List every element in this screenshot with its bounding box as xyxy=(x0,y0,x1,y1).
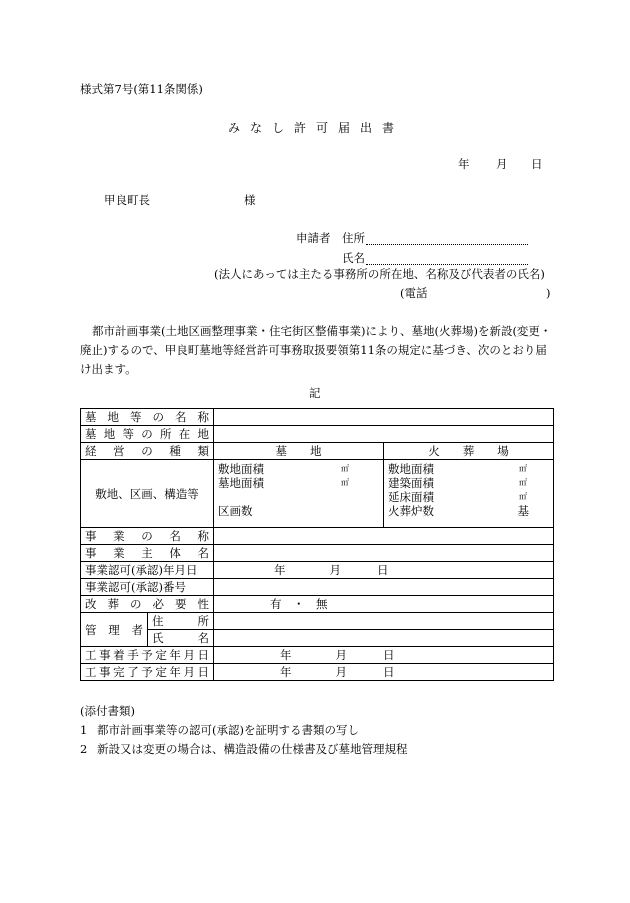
value-cemetery-location[interactable] xyxy=(214,426,554,443)
row-cemetery-name xyxy=(81,409,554,426)
crem-furnaces-label: 火葬炉数 xyxy=(388,504,434,518)
attachment-text-1: 都市計画事業等の認可(承認)を証明する書類の写し xyxy=(97,723,359,737)
value-cemetery-name[interactable] xyxy=(214,409,554,426)
row-start-date xyxy=(81,647,554,664)
value-manager-address[interactable] xyxy=(214,613,554,630)
name-line xyxy=(366,251,528,265)
addressee-name: 甲良町長 xyxy=(104,193,150,207)
label-end-date: 工 事 完 了 予 定 年 月 日 xyxy=(85,665,209,679)
row-cemetery-location xyxy=(81,426,554,443)
row-end-date xyxy=(81,664,554,681)
label-manager-address: 住 所 xyxy=(152,614,209,628)
addressee-honorific: 様 xyxy=(244,193,256,207)
crematorium-areas: 敷地面積 ㎡ 建築面積 ㎡ 延床面積 ㎡ 火葬炉数 基 xyxy=(384,460,554,528)
attachments-heading: (添付書類) xyxy=(80,704,135,718)
date-year: 年 xyxy=(458,157,470,171)
ki-mark: 記 xyxy=(309,386,321,400)
form-number: 様式第7号(第11条関係) xyxy=(80,82,203,96)
value-end-date[interactable]: 年 月 日 xyxy=(214,664,554,681)
row-approval-number xyxy=(81,579,554,596)
value-project-name[interactable] xyxy=(214,528,554,545)
applicant-label: 申請者 xyxy=(296,231,331,245)
date-month: 月 xyxy=(496,157,508,171)
label-business-type: 経 営 の 種 類 xyxy=(85,444,209,458)
attachment-no-2: 2 xyxy=(80,742,88,756)
label-relocation: 改 葬 の 必 要 性 xyxy=(85,597,209,611)
cemetery-areas: 敷地面積 ㎡ 墓地面積 ㎡ 区画数 xyxy=(214,460,384,528)
corporation-note: (法人にあっては主たる事務所の所在地、名称及び代表者の氏名) xyxy=(214,267,545,281)
value-approval-date[interactable]: 年 月 日 xyxy=(214,562,554,579)
crem-floor-area-label: 延床面積 xyxy=(388,490,434,504)
row-approval-date xyxy=(81,562,554,579)
date-day: 日 xyxy=(531,157,543,171)
value-project-owner[interactable] xyxy=(214,545,554,562)
label-cemetery-name: 墓 地 等 の 名 称 xyxy=(85,410,209,424)
value-manager-name[interactable] xyxy=(214,630,554,647)
phone-close: ) xyxy=(546,286,551,300)
cem-grave-area-label: 墓地面積 xyxy=(218,476,264,490)
notification-table xyxy=(80,408,554,681)
attachment-no-1: 1 xyxy=(80,723,88,737)
label-start-date: 工 事 着 手 予 定 年 月 日 xyxy=(85,648,209,662)
column-crematorium: 火 葬 場 xyxy=(384,443,554,460)
label-approval-number: 事業認可(承認)番号 xyxy=(81,579,214,596)
cem-site-area-label: 敷地面積 xyxy=(218,462,264,476)
label-manager-name: 氏 名 xyxy=(152,631,209,645)
crem-building-area-label: 建築面積 xyxy=(388,476,434,490)
address-line xyxy=(366,231,528,245)
row-relocation xyxy=(81,596,554,613)
label-cemetery-location: 墓 地 等 の 所 在 地 xyxy=(85,427,209,441)
column-cemetery: 墓 地 xyxy=(214,443,384,460)
label-manager: 管 理 者 xyxy=(85,622,143,637)
row-manager-address xyxy=(81,613,554,630)
label-project-owner: 事 業 主 体 名 xyxy=(85,546,209,560)
applicant-address-label: 住所 xyxy=(342,231,365,245)
page-title: みなし許可届出書 xyxy=(228,121,405,135)
cem-plots-label: 区画数 xyxy=(218,504,253,518)
value-approval-number[interactable] xyxy=(214,579,554,596)
row-site-structure xyxy=(81,460,554,528)
row-project-owner xyxy=(81,545,554,562)
label-approval-date: 事業認可(承認)年月日 xyxy=(81,562,214,579)
row-project-name xyxy=(81,528,554,545)
applicant-name-label: 氏名 xyxy=(342,251,365,265)
attachment-text-2: 新設又は変更の場合は、構造設備の仕様書及び墓地管理規程 xyxy=(97,742,408,756)
label-project-name: 事 業 の 名 称 xyxy=(85,529,209,543)
phone-open: (電話 xyxy=(400,286,428,300)
row-manager-name xyxy=(81,630,554,647)
crem-site-area-label: 敷地面積 xyxy=(388,462,434,476)
value-relocation[interactable]: 有 ・ 無 xyxy=(214,596,554,613)
label-site-structure: 敷地、区画、構造等 xyxy=(81,460,214,528)
row-business-type xyxy=(81,443,554,460)
body-paragraph: 都市計画事業(土地区画整理事業・住宅街区整備事業)により、墓地(火葬場)を新設(変更・廃止)するので、甲良町墓地等経営許可事務取扱要領第11条の規定に基づき、次のとおり届け出ます。 xyxy=(80,324,552,376)
value-start-date[interactable]: 年 月 日 xyxy=(214,647,554,664)
